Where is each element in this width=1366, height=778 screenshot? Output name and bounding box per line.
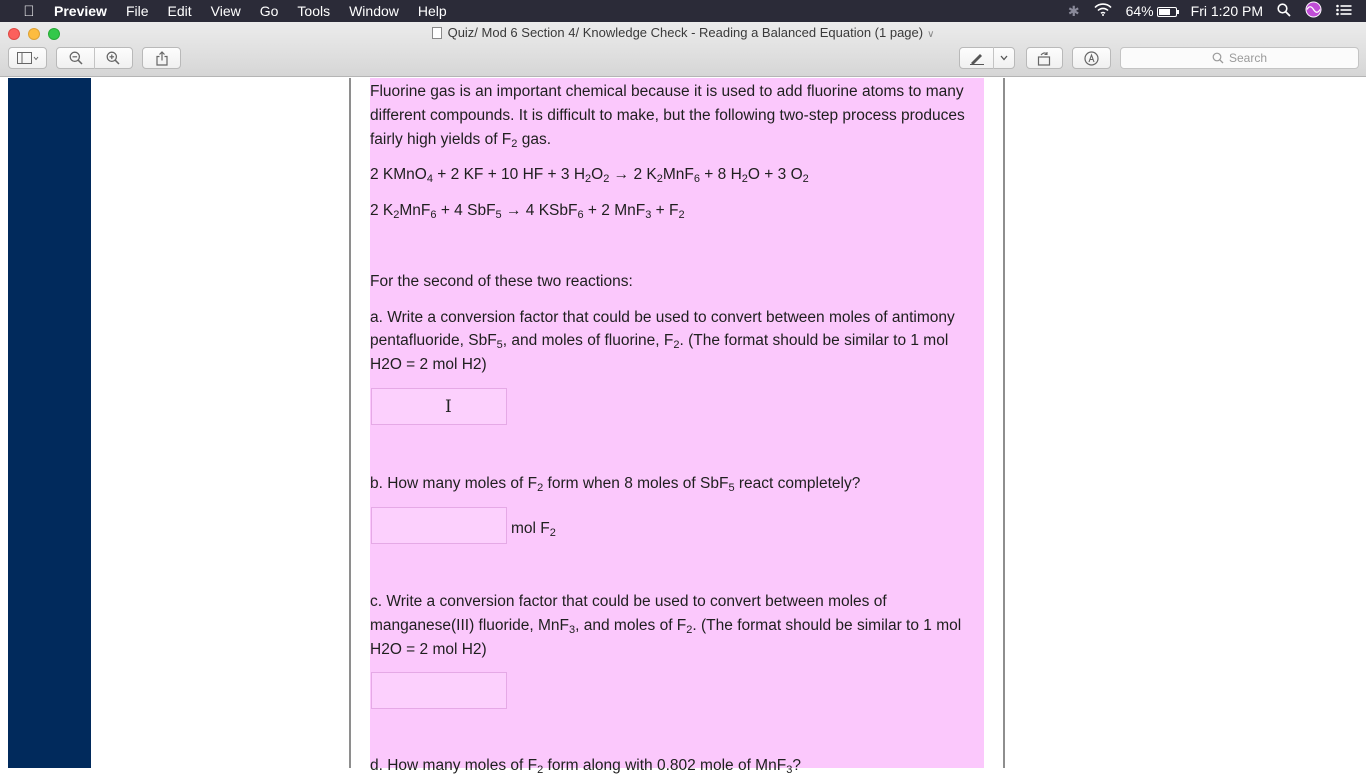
question-a-line-1: a. Write a conversion factor that could be used to convert between moles of antimony [370,309,955,326]
page-edge-right [1003,78,1005,768]
window-title-text: Quiz/ Mod 6 Section 4/ Knowledge Check - Reading a Balanced Equation (1 page) [447,25,924,40]
chevron-down-icon[interactable]: ∨ [927,29,935,40]
markup-icon [1084,51,1099,66]
zoom-out-icon [69,51,83,65]
zoom-in-icon [106,51,120,65]
intro-line-3: fairly high yields of $F_2$ gas. [370,131,552,150]
menu-view[interactable]: View [210,3,241,19]
question-d: d. How many moles of $F_2$ form along with 0.802 mole of MnF$_3$? [370,757,801,776]
question-a-line-2: pentafluoride, SbF$_5$, and moles of fluorine, $F_2$. (The format should be similar to 1 mol [370,332,949,351]
quiz-page [370,78,984,776]
zoom-buttons [56,47,133,69]
rotate-icon [1037,51,1052,66]
siri-icon[interactable] [1305,1,1322,21]
page-edge-left [349,78,351,768]
equation-step-1: 2 KMnO$_4$ + 2 KF + 10 HF + 3 $H_2O_2 \to 2$ $K_2MnF_6 + 8$ $H_2O + 3$ $O_2$ [370,166,809,185]
battery-percent: 64% [1125,3,1154,19]
apple-icon[interactable] [18,3,40,20]
pen-icon [960,51,993,65]
zoom-in-button[interactable] [95,51,132,65]
menu-go[interactable]: Go [259,3,279,19]
document-icon [432,27,442,39]
search-field[interactable] [1120,47,1359,69]
sidebar-toggle-button[interactable] [8,47,47,69]
window-titlebar [0,22,1366,77]
sidebar-panel [8,78,91,768]
chevron-down-icon[interactable] [994,55,1014,61]
clock[interactable]: Fri 1:20 PM [1190,3,1263,19]
answer-c-input[interactable] [371,672,507,709]
battery-icon [1157,7,1177,17]
markup-toolbar-button[interactable] [1072,47,1111,69]
section-heading: For the second of these two reactions: [370,273,633,290]
share-icon [156,51,168,66]
answer-b-input[interactable] [371,507,507,544]
menu-tools[interactable]: Tools [297,3,331,19]
zoom-out-button[interactable] [57,51,94,65]
answer-b-unit: mol $F_2$ [511,520,556,539]
menu-app-name[interactable]: Preview [54,3,107,19]
markup-pen-button[interactable] [959,47,1015,69]
window-title[interactable] [0,25,1366,40]
equation-step-2: 2 $K_2MnF_6 + 4$ SbF$_5$ → 4 KSbF$_6$ + 2 $MnF_3 + F_2$ [370,202,685,221]
bluetooth-icon[interactable]: ✱ [1067,2,1080,19]
menu-help[interactable]: Help [417,3,447,19]
battery-status[interactable] [1126,3,1177,19]
question-b: b. How many moles of $F_2$ form when 8 moles of SbF$_5$ react completely? [370,475,861,494]
wifi-icon[interactable] [1094,3,1112,19]
question-c-line-2: manganese(III) fluoride, MnF$_3$, and moles of $F_2$. (The format should be similar to 1 mol [370,617,962,636]
question-c-line-3: H2O = 2 mol H2) [370,641,487,658]
question-c-line-1: c. Write a conversion factor that could be used to convert between moles of [370,593,887,610]
intro-line-2: different compounds. It is difficult to make, but the following two-step process produces [370,107,965,124]
search-icon [1212,52,1224,64]
menu-window[interactable]: Window [349,3,399,19]
share-button[interactable] [142,47,181,69]
notification-center-icon[interactable] [1336,3,1352,19]
menu-bar [0,0,1366,22]
answer-a-input[interactable] [371,388,507,425]
text-cursor-icon: I [445,397,452,417]
question-a-line-3: H2O = 2 mol H2) [370,356,487,373]
search-placeholder: Search [1228,51,1268,65]
spotlight-search-icon[interactable] [1277,3,1291,20]
menu-file[interactable]: File [125,3,149,19]
status-area [1068,0,1366,22]
intro-line-1: Fluorine gas is an important chemical because it is used to add fluorine atoms to many [370,83,964,100]
rotate-button[interactable] [1026,47,1063,69]
menu-edit[interactable]: Edit [167,3,192,19]
sidebar-icon [17,52,39,64]
